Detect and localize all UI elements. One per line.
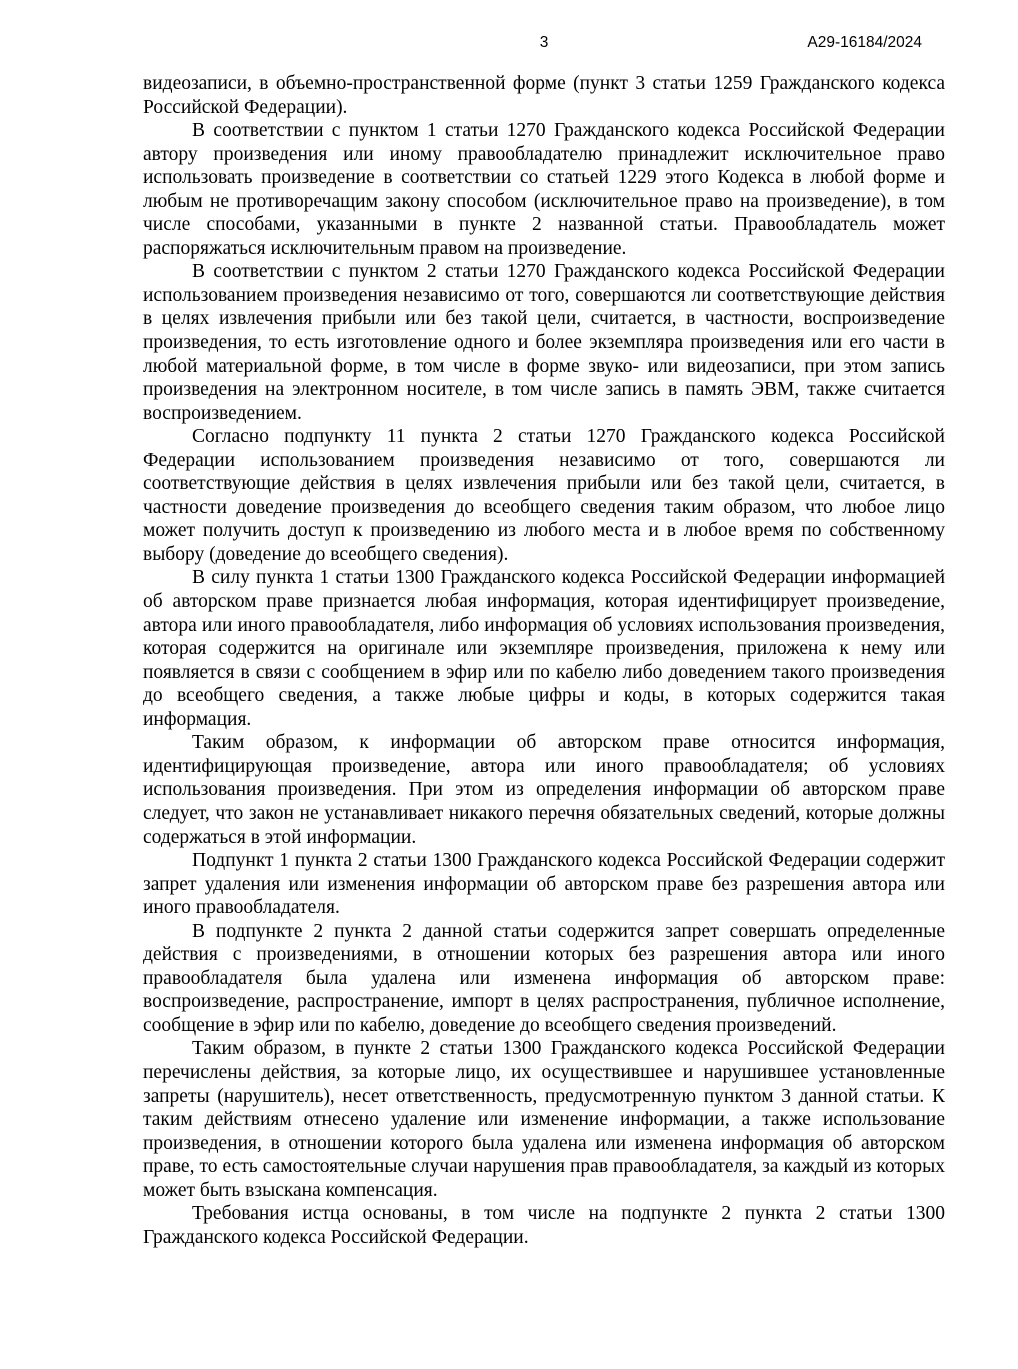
body-paragraph: В силу пункта 1 статьи 1300 Гражданского кодекса Российской Федерации информацией об авторском праве признается любая информация, которая идентифицирует произведение, автора или иного правообладателя, либо информация об условиях использования произведения, которая содержится на оригинале или экземпляре произведения, приложена к нему или появляется в связи с сообщением в эфир или по кабелю либо доведением такого произведения до всеобщего сведения, а также любые цифры и коды, в которых содержится такая информация.: [143, 567, 945, 730]
body-paragraph: Таким образом, к информации об авторском праве относится информация, идентифицирующая произведение, автора или иного правообладателя; об условиях использования произведения. При этом из определения информации об авторском праве следует, что закон не устанавливает никакого перечня обязательных сведений, которые должны содержаться в этой информации.: [143, 732, 945, 848]
body-paragraph: видеозаписи, в объемно-пространственной форме (пункт 3 статьи 1259 Гражданского кодекса Российской Федерации).: [143, 73, 945, 118]
page-header: [0, 35, 1018, 55]
body-paragraph: Согласно подпункту 11 пункта 2 статьи 1270 Гражданского кодекса Российской Федерации использованием произведения независимо от того, совершаются ли соответствующие действия в целях извлечения прибыли или без такой цели, считается, в частности доведение произведения до всеобщего сведения таким образом, что любое лицо может получить доступ к произведению из любого места и в любое время по собственному выбору (доведение до всеобщего сведения).: [143, 426, 945, 565]
body-paragraph: Подпункт 1 пункта 2 статьи 1300 Гражданского кодекса Российской Федерации содержит запрет удаления или изменения информации об авторском праве без разрешения автора или иного правообладателя.: [143, 850, 945, 919]
body-paragraph: Таким образом, в пункте 2 статьи 1300 Гражданского кодекса Российской Федерации перечислены действия, за которые лицо, их осуществившее и нарушившее установленные запреты (нарушитель), несет ответственность, предусмотренную пунктом 3 данной статьи. К таким действиям отнесено удаление или изменение информации, а также использование произведения, в отношении которого была удалена или изменена информация об авторском праве, то есть самостоятельные случаи нарушения прав правообладателя, за каждый из которых может быть взыскана компенсация.: [143, 1038, 945, 1201]
case-number: А29-16184/2024: [807, 34, 922, 51]
body-paragraph: В соответствии с пунктом 1 статьи 1270 Гражданского кодекса Российской Федерации автору произведения или иному правообладателю принадлежит исключительное право использовать произведение в соответствии со статьей 1229 этого Кодекса в любой форме и любым не противоречащим закону способом (исключительное право на произведение), в том числе способами, указанными в пункте 2 названной статьи. Правообладатель может распоряжаться исключительным правом на произведение.: [143, 120, 945, 259]
document-body: [143, 72, 945, 1249]
body-paragraph: В соответствии с пунктом 2 статьи 1270 Гражданского кодекса Российской Федерации использованием произведения независимо от того, совершаются ли соответствующие действия в целях извлечения прибыли или без такой цели, считается, в частности, воспроизведение произведения, то есть изготовление одного и более экземпляра произведения или его части в любой материальной форме, в том числе в форме звуко- или видеозаписи, при этом запись произведения на электронном носителе, в том числе запись в память ЭВМ, также считается воспроизведением.: [143, 261, 945, 424]
body-paragraph: В подпункте 2 пункта 2 данной статьи содержится запрет совершать определенные действия с произведениями, в отношении которых без разрешения автора или иного правообладателя была удалена или изменена информация об авторском праве: воспроизведение, распространение, импорт в целях распространения, публичное исполнение, сообщение в эфир или по кабелю, доведение до всеобщего сведения произведений.: [143, 920, 945, 1036]
body-paragraph: Требования истца основаны, в том числе на подпункте 2 пункта 2 статьи 1300 Гражданского кодекса Российской Федерации.: [143, 1203, 945, 1248]
page-number: 3: [539, 34, 549, 51]
